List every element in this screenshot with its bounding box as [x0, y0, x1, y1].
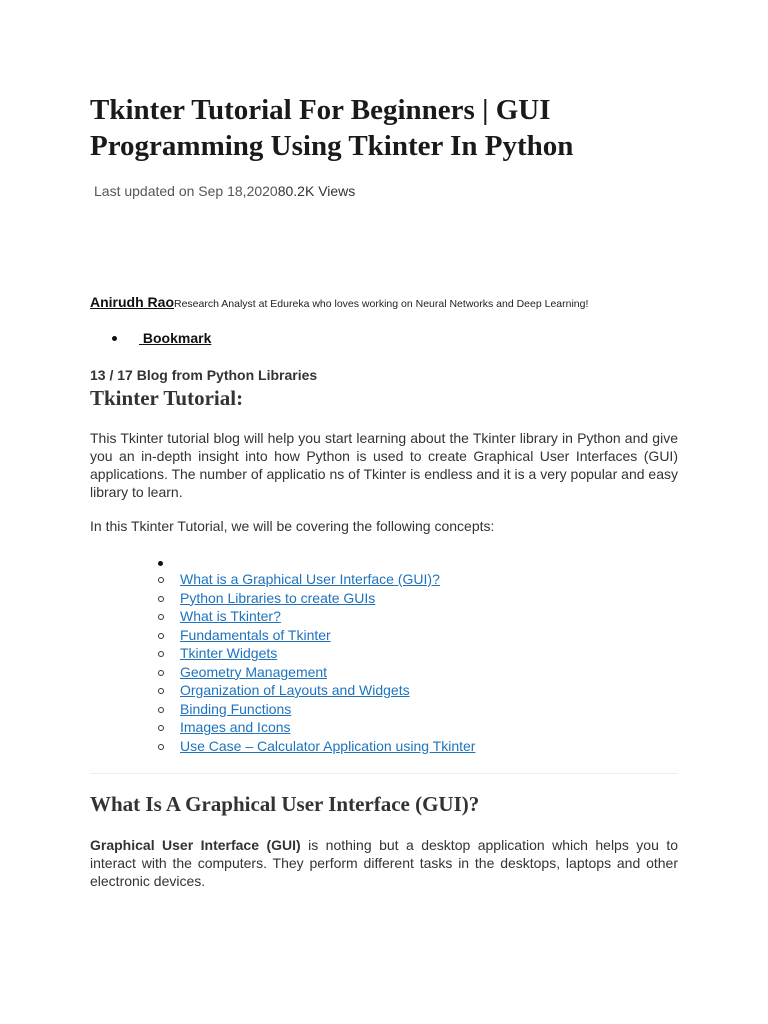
bullet-icon [158, 561, 163, 566]
circle-bullet-icon [158, 744, 164, 750]
section-heading-tkinter-tutorial: Tkinter Tutorial: [90, 386, 244, 410]
toc-link[interactable]: What is Tkinter? [180, 608, 281, 624]
toc-link[interactable]: Geometry Management [180, 663, 328, 680]
toc-item [158, 626, 475, 645]
toc-link[interactable]: Fundamentals of Tkinter [180, 626, 331, 643]
view-count: 80.2K Views [277, 183, 356, 199]
author-name-link[interactable]: Anirudh Rao [90, 294, 174, 310]
toc-item [158, 700, 475, 719]
toc-item [158, 718, 475, 737]
gui-paragraph-text: is nothing but a desktop application which helps you to interact with the computers. They perform different tasks in the desktops, laptops and other electronic devices. [90, 837, 678, 889]
section-divider [90, 773, 678, 774]
intro-paragraph: This Tkinter tutorial blog will help you start learning about the Tkinter library in Python and give you an in-depth insight into how Python is used to create Graphical User Interfaces (GUI) applications. The number of applicatio ns of Tkinter is endless and it is a very popular and easy library to learn. [90, 430, 678, 500]
gui-paragraph [90, 836, 678, 890]
toc-item [158, 737, 475, 756]
author-bio: Research Analyst at Edureka who loves working on Neural Networks and Deep Learning! [174, 298, 589, 310]
bookmark-item [112, 329, 211, 347]
toc-item [158, 644, 475, 663]
circle-bullet-icon [158, 614, 164, 620]
circle-bullet-icon [158, 670, 164, 676]
bookmark-link[interactable]: Bookmark [139, 330, 212, 346]
toc-item [158, 663, 475, 682]
section-heading-gui: What Is A Graphical User Interface (GUI)? [90, 792, 480, 816]
gui-bold-lead: Graphical User Interface (GUI) [90, 837, 301, 853]
toc-item [158, 607, 475, 626]
table-of-contents [158, 570, 475, 755]
circle-bullet-icon [158, 688, 164, 694]
toc-link[interactable]: Organization of Layouts and Widgets [180, 682, 410, 698]
toc-item [158, 681, 475, 700]
article-meta [94, 182, 355, 200]
series-info: 13 / 17 Blog from Python Libraries [90, 367, 318, 383]
toc-item [158, 589, 475, 608]
circle-bullet-icon [158, 707, 164, 713]
toc-link[interactable]: Images and Icons [180, 719, 291, 735]
toc-link[interactable]: Tkinter Widgets [180, 645, 278, 661]
toc-link[interactable]: Python Libraries to create GUIs [180, 589, 376, 606]
circle-bullet-icon [158, 651, 164, 657]
circle-bullet-icon [158, 596, 164, 602]
bullet-icon [112, 336, 117, 341]
toc-link[interactable]: Use Case – Calculator Application using Tkinter [180, 737, 476, 754]
concepts-intro: In this Tkinter Tutorial, we will be covering the following concepts: [90, 518, 495, 534]
toc-item [158, 570, 475, 589]
author-line [90, 293, 588, 313]
circle-bullet-icon [158, 633, 164, 639]
last-updated: Last updated on Sep 18,2020 [94, 183, 278, 199]
circle-bullet-icon [158, 725, 164, 731]
circle-bullet-icon [158, 577, 164, 583]
toc-link[interactable]: Binding Functions [180, 700, 292, 717]
article-title: Tkinter Tutorial For Beginners | GUI Programming Using Tkinter In Python [90, 94, 574, 162]
toc-link[interactable]: What is a Graphical User Interface (GUI)? [180, 571, 440, 587]
